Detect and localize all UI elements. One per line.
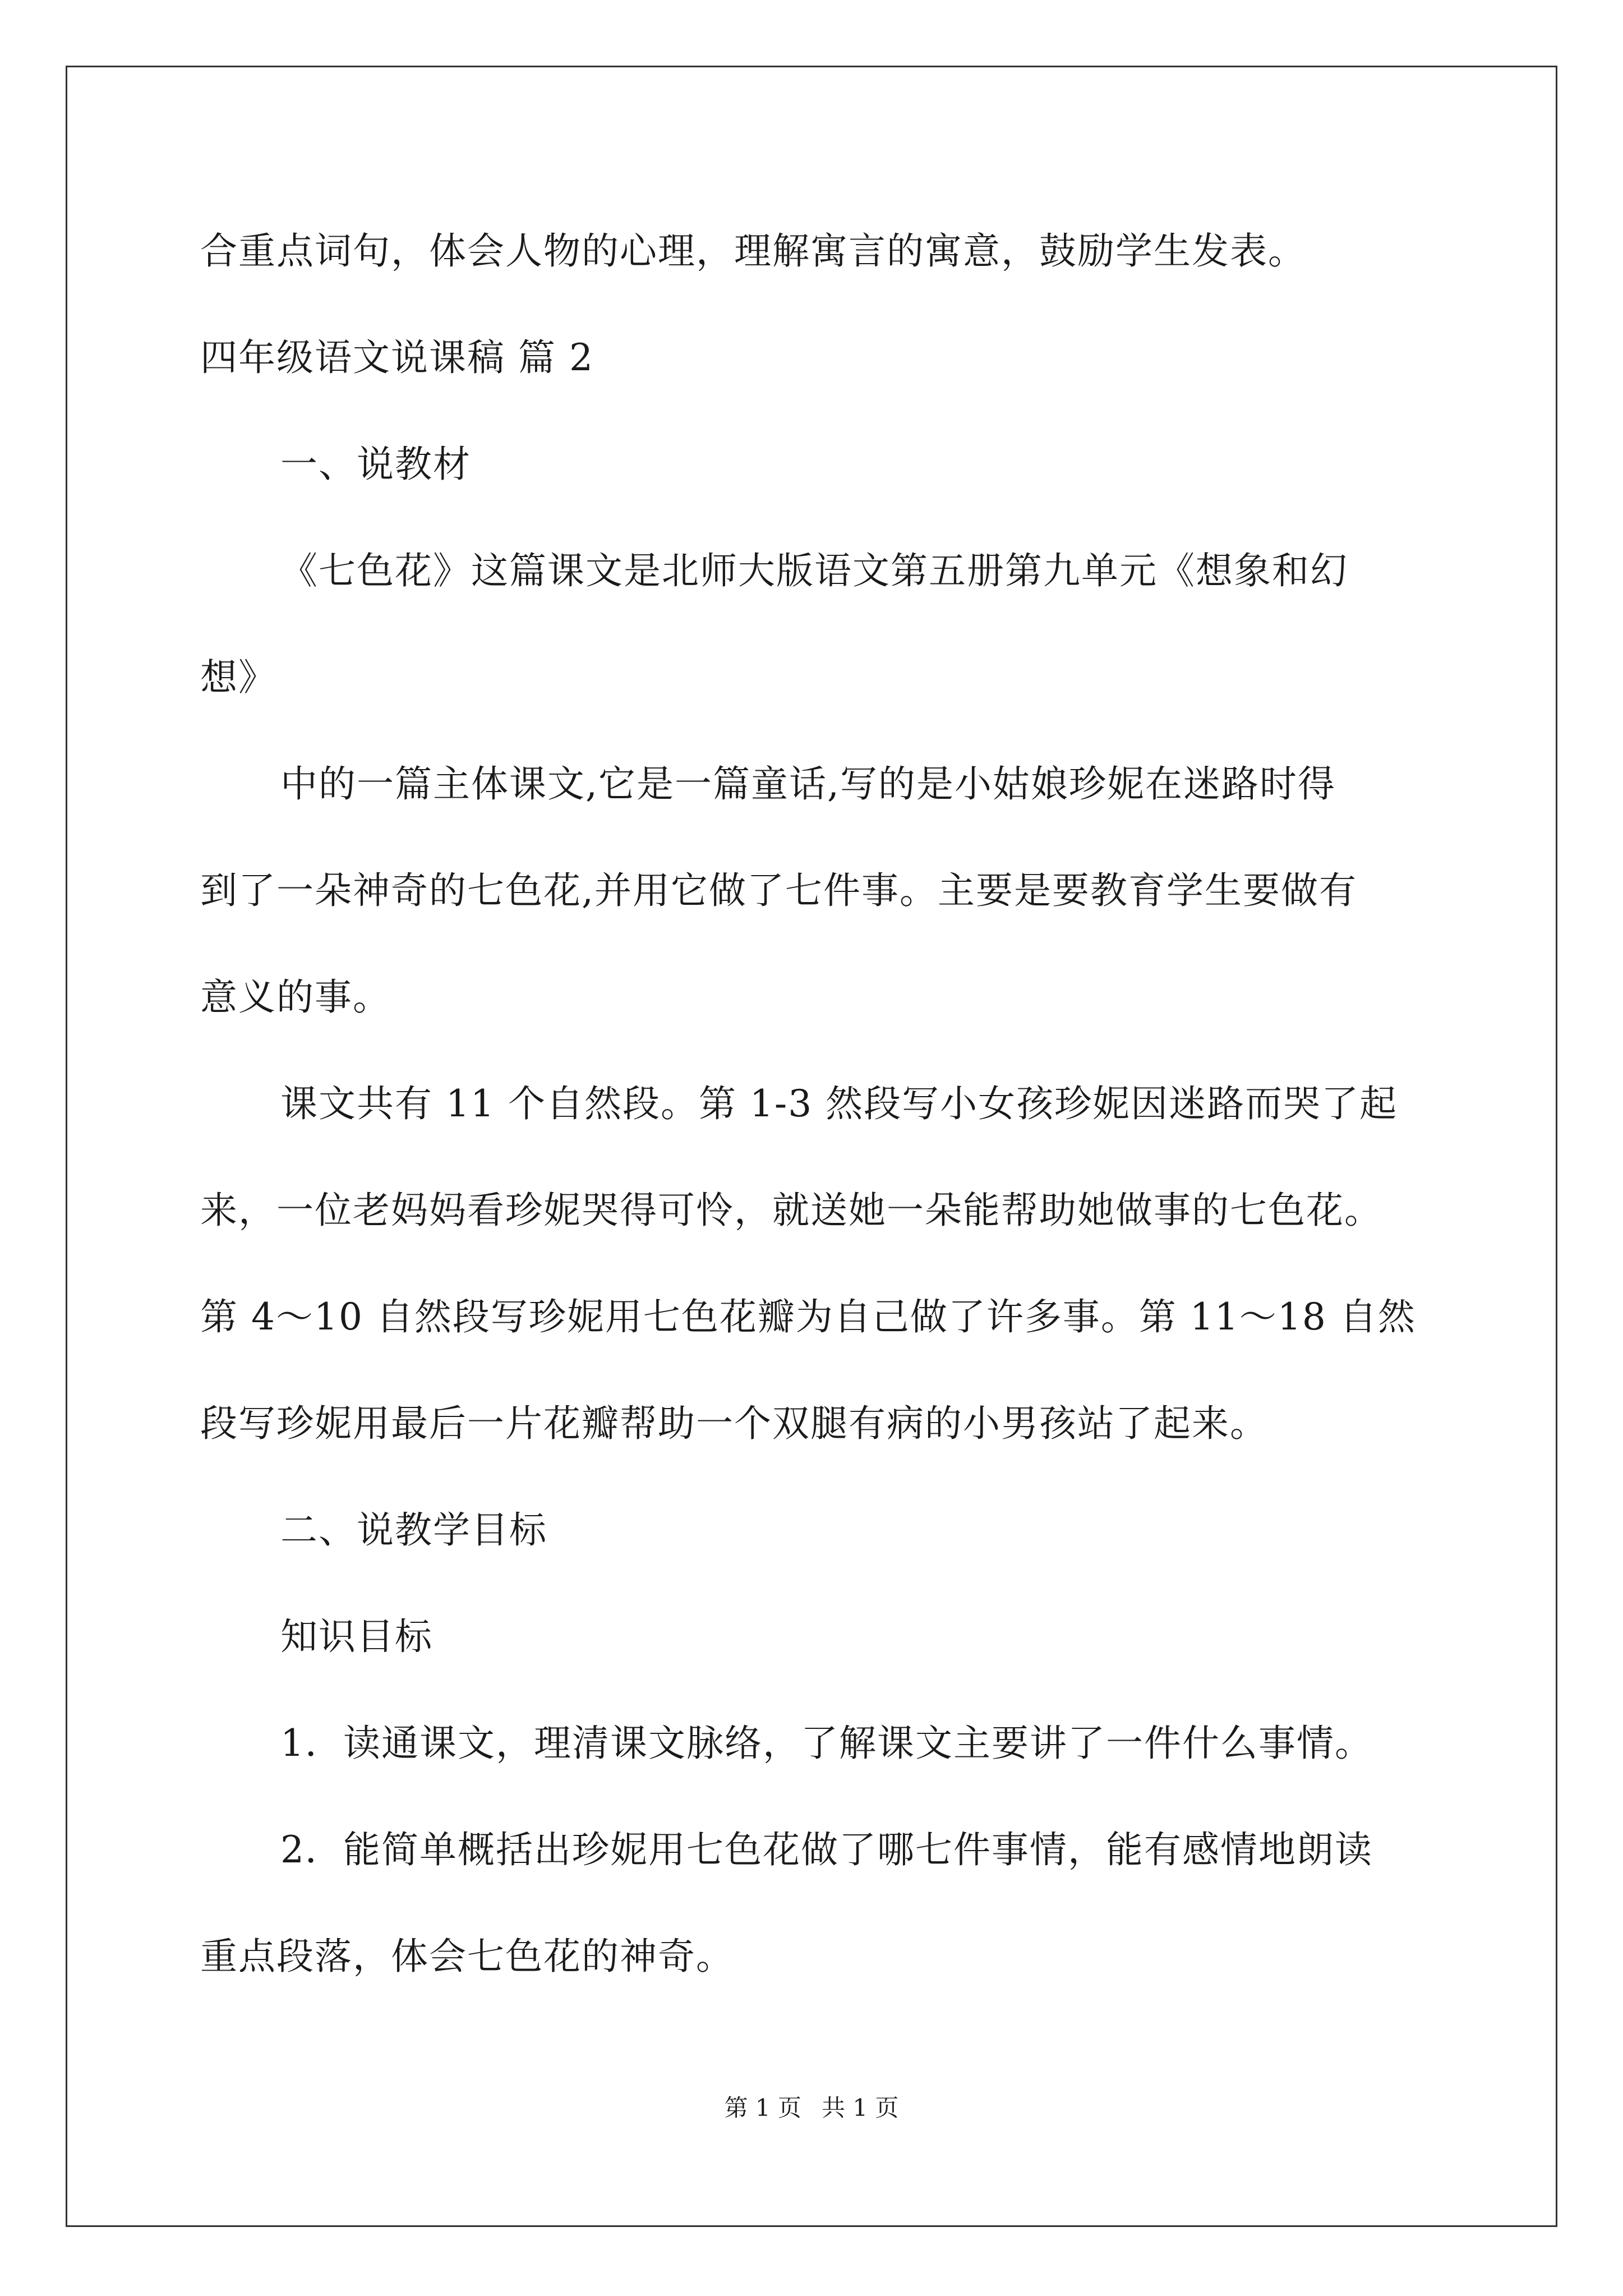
page-frame: [66, 66, 1557, 2227]
text-line: 重点段落，体会七色花的神奇。: [200, 1935, 734, 1978]
text-line: 意义的事。: [200, 976, 391, 1019]
text-line: 《七色花》这篇课文是北师大版语文第五册第九单元《想象和幻: [280, 549, 1348, 592]
text-line: 来，一位老妈妈看珍妮哭得可怜，就送她一朵能帮助她做事的七色花。: [200, 1189, 1382, 1232]
text-line: 第 4～10 自然段写珍妮用七色花瓣为自己做了许多事。第 11～18 自然: [200, 1295, 1416, 1338]
text-line: 中的一篇主体课文,它是一篇童话,写的是小姑娘珍妮在迷路时得: [280, 762, 1336, 806]
text-line: 段写珍妮用最后一片花瓣帮助一个双腿有病的小男孩站了起来。: [200, 1402, 1268, 1445]
text-line: 到了一朵神奇的七色花,并用它做了七件事。主要是要教育学生要做有: [200, 869, 1357, 912]
text-line: 合重点词句，体会人物的心理，理解寓言的寓意，鼓励学生发表。: [200, 229, 1306, 273]
list-item: 2．能简单概括出珍妮用七色花做了哪七件事情，能有感情地朗读: [280, 1828, 1373, 1871]
page-number: 第 1 页: [724, 2094, 801, 2122]
subsection-heading: 一、说教材: [280, 443, 471, 486]
page-footer: [0, 2094, 1623, 2122]
subsection-heading: 知识目标: [280, 1615, 433, 1658]
list-item: 1．读通课文，理清课文脉络，了解课文主要讲了一件什么事情。: [280, 1722, 1373, 1765]
text-line: 想》: [200, 656, 276, 699]
section-heading: 四年级语文说课稿 篇 2: [200, 336, 594, 379]
subsection-heading: 二、说教学目标: [280, 1508, 547, 1552]
text-line: 课文共有 11 个自然段。第 1-3 然段写小女孩珍妮因迷路而哭了起: [280, 1082, 1398, 1125]
page-total: 共 1 页: [822, 2094, 899, 2122]
